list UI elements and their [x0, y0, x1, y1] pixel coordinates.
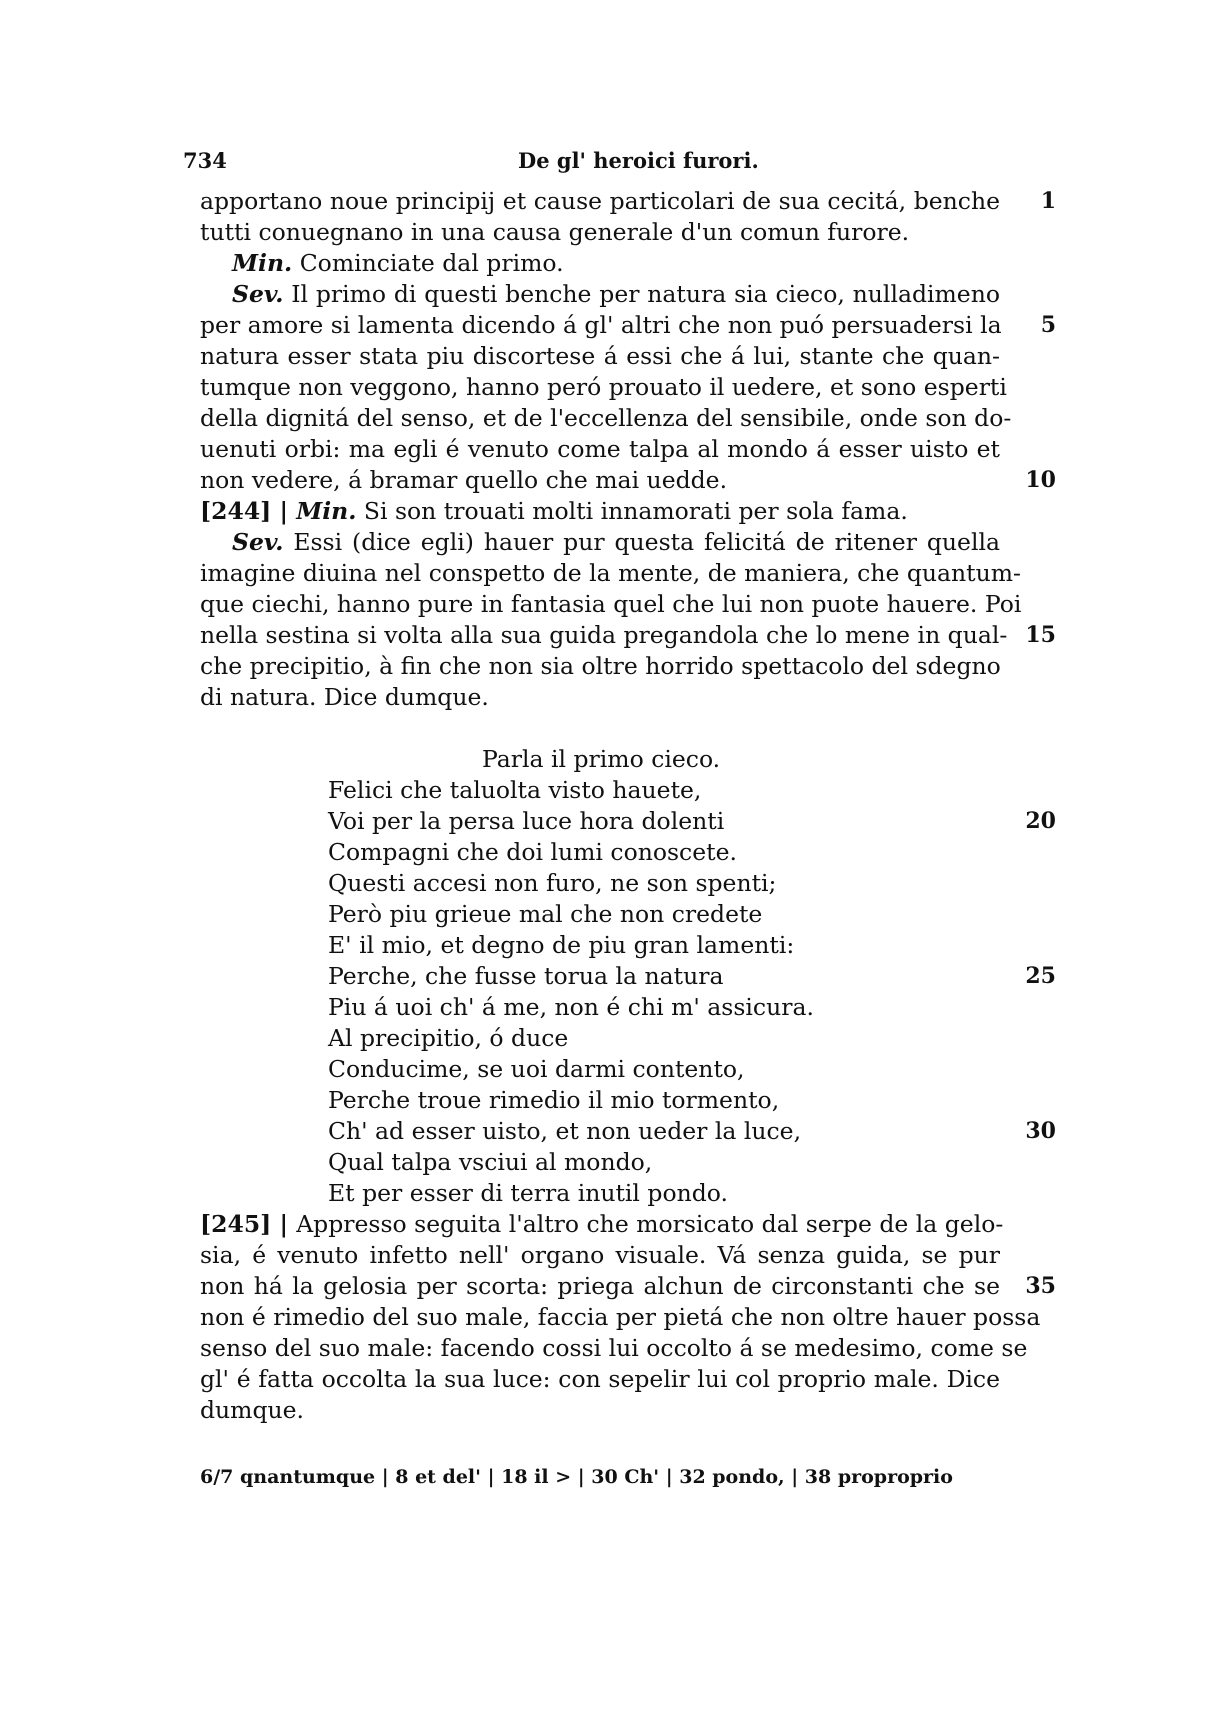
section-marker: [245] |	[200, 1210, 297, 1238]
prose-line: uenuti orbi: ma egli é venuto come talpa al mondo á esser uisto et	[200, 435, 1000, 463]
margin-line-number: 1	[1040, 188, 1056, 214]
prose-line: Sev. Essi (dice egli) hauer pur questa felicitá de ritener quella	[232, 528, 1000, 556]
verse-line: Et per esser di terra inutil pondo.	[328, 1179, 728, 1207]
prose-line: apportano noue principij et cause particolari de sua cecitá, benche	[200, 187, 1000, 215]
prose-line: natura esser stata piu discortese á essi che á lui, stante che quan-	[200, 342, 1000, 370]
verse-line: Qual talpa vsciui al mondo,	[328, 1148, 653, 1176]
prose-line: [244] | Min. Si son trouati molti innamorati per sola fama.	[200, 497, 908, 525]
speaker-label: Min.	[232, 249, 293, 277]
verse-line: Compagni che doi lumi conoscete.	[328, 838, 737, 866]
margin-line-number: 5	[1040, 312, 1056, 338]
margin-line-number: 20	[1025, 808, 1056, 834]
prose-line: [245] | Appresso seguita l'altro che morsicato dal serpe de la gelo-	[200, 1210, 1004, 1238]
verse-line: Al precipitio, ó duce	[328, 1024, 569, 1052]
verse-line: Ch' ad esser uisto, et non ueder la luce,	[328, 1117, 802, 1145]
prose-line: tutti conuegnano in una causa generale d'un comun furore.	[200, 218, 910, 246]
prose-line: Sev. Il primo di questi benche per natura sia cieco, nulladimeno	[232, 280, 1000, 308]
prose-line: gl' é fatta occolta la sua luce: con sepelir lui col proprio male. Dice	[200, 1365, 1000, 1393]
verse-line: Felici che taluolta visto hauete,	[328, 776, 702, 804]
speaker-label: Sev.	[232, 528, 284, 556]
page-number: 734	[183, 148, 227, 173]
verse-line: Perche troue rimedio il mio tormento,	[328, 1086, 780, 1114]
verse-line: Perche, che fusse torua la natura	[328, 962, 724, 990]
prose-line: sia, é venuto infetto nell' organo visuale. Vá senza guida, se pur	[200, 1241, 1000, 1269]
prose-line: non é rimedio del suo male, faccia per pietá che non oltre hauer possa	[200, 1303, 1041, 1331]
verse-line: Conducime, se uoi darmi contento,	[328, 1055, 745, 1083]
prose-line: tumque non veggono, hanno peró prouato il uedere, et sono esperti	[200, 373, 1007, 401]
verse-line: E' il mio, et degno de piu gran lamenti:	[328, 931, 795, 959]
section-marker: [244] |	[200, 497, 297, 525]
speaker-label: Min.	[296, 497, 357, 525]
running-title: De gl' heroici furori.	[518, 148, 759, 173]
margin-line-number: 15	[1025, 622, 1056, 648]
prose-line: non vedere, á bramar quello che mai uedde.	[200, 466, 728, 494]
prose-line: della dignitá del senso, et de l'eccellenza del sensibile, onde son do-	[200, 404, 1012, 432]
margin-line-number: 25	[1025, 963, 1056, 989]
prose-line: non há la gelosia per scorta: priega alchun de circonstanti che se	[200, 1272, 1000, 1300]
margin-line-number: 10	[1025, 467, 1056, 493]
margin-line-number: 30	[1025, 1118, 1056, 1144]
prose-line: Min. Cominciate dal primo.	[232, 249, 564, 277]
critical-apparatus: 6/7 qnantumque | 8 et del' | 18 il > | 30 Ch' | 32 pondo, | 38 proproprio	[200, 1466, 953, 1488]
prose-line: di natura. Dice dumque.	[200, 683, 489, 711]
margin-line-number: 35	[1025, 1273, 1056, 1299]
verse-line: Questi accesi non furo, ne son spenti;	[328, 869, 777, 897]
page-header	[0, 148, 1222, 178]
verse-title: Parla il primo cieco.	[482, 745, 721, 773]
prose-line: que ciechi, hanno pure in fantasia quel che lui non puote hauere. Poi	[200, 590, 1022, 618]
speaker-label: Sev.	[232, 280, 284, 308]
prose-line: che precipitio, à fin che non sia oltre horrido spettacolo del sdegno	[200, 652, 1001, 680]
prose-line: nella sestina si volta alla sua guida pregandola che lo mene in qual-	[200, 621, 1008, 649]
verse-line: Però piu grieue mal che non credete	[328, 900, 763, 928]
verse-line: Voi per la persa luce hora dolenti	[328, 807, 725, 835]
verse-line: Piu á uoi ch' á me, non é chi m' assicura.	[328, 993, 814, 1021]
prose-line: senso del suo male: facendo cossi lui occolto á se medesimo, come se	[200, 1334, 1028, 1362]
prose-line: imagine diuina nel conspetto de la mente, de maniera, che quantum-	[200, 559, 1021, 587]
prose-line: dumque.	[200, 1396, 305, 1424]
prose-line: per amore si lamenta dicendo á gl' altri che non puó persuadersi la	[200, 311, 1002, 339]
